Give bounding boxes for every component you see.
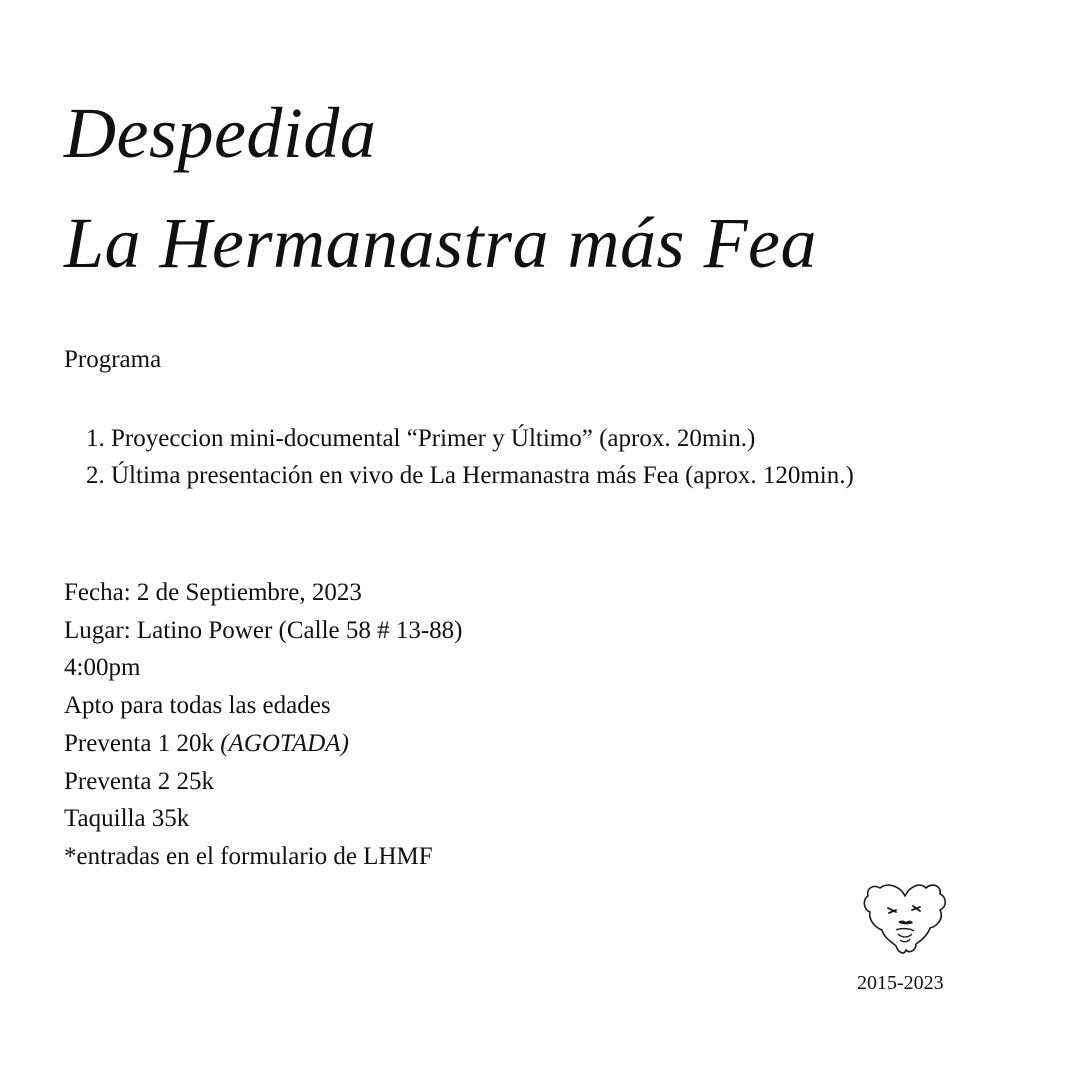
- event-place: Lugar: Latino Power (Calle 58 # 13-88): [64, 616, 463, 644]
- event-age: Apto para todas las edades: [64, 692, 331, 720]
- program-heading: Programa: [64, 346, 162, 373]
- box-office: Taquilla 35k: [64, 805, 190, 833]
- presale-1: [64, 725, 463, 763]
- event-details: [64, 574, 463, 876]
- presale-2: Preventa 2 25k: [64, 767, 214, 795]
- presale-1-price: Preventa 1 20k: [64, 729, 214, 757]
- presale-1-status: (AGOTADA): [220, 729, 349, 757]
- tickets-note: *entradas en el formulario de LHMF: [64, 842, 433, 870]
- program-item-number: 2.: [86, 462, 105, 489]
- program-item: [86, 420, 854, 457]
- years-range: 2015-2023: [857, 972, 944, 994]
- title-line-2: La Hermanastra más Fea: [64, 203, 818, 283]
- heart-face-logo-icon: [860, 878, 950, 958]
- program-item: [86, 457, 854, 494]
- event-date: Fecha: 2 de Septiembre, 2023: [64, 579, 362, 606]
- program-list: [86, 420, 854, 494]
- title-line-1: Despedida: [64, 93, 377, 173]
- page-title: [64, 78, 817, 298]
- program-item-text: Última presentación en vivo de La Hermanastra más Fea (aprox. 120min.): [111, 462, 854, 489]
- program-item-text: Proyeccion mini-documental “Primer y Último” (aprox. 20min.): [111, 425, 756, 452]
- program-item-number: 1.: [86, 425, 105, 452]
- event-time: 4:00pm: [64, 654, 141, 682]
